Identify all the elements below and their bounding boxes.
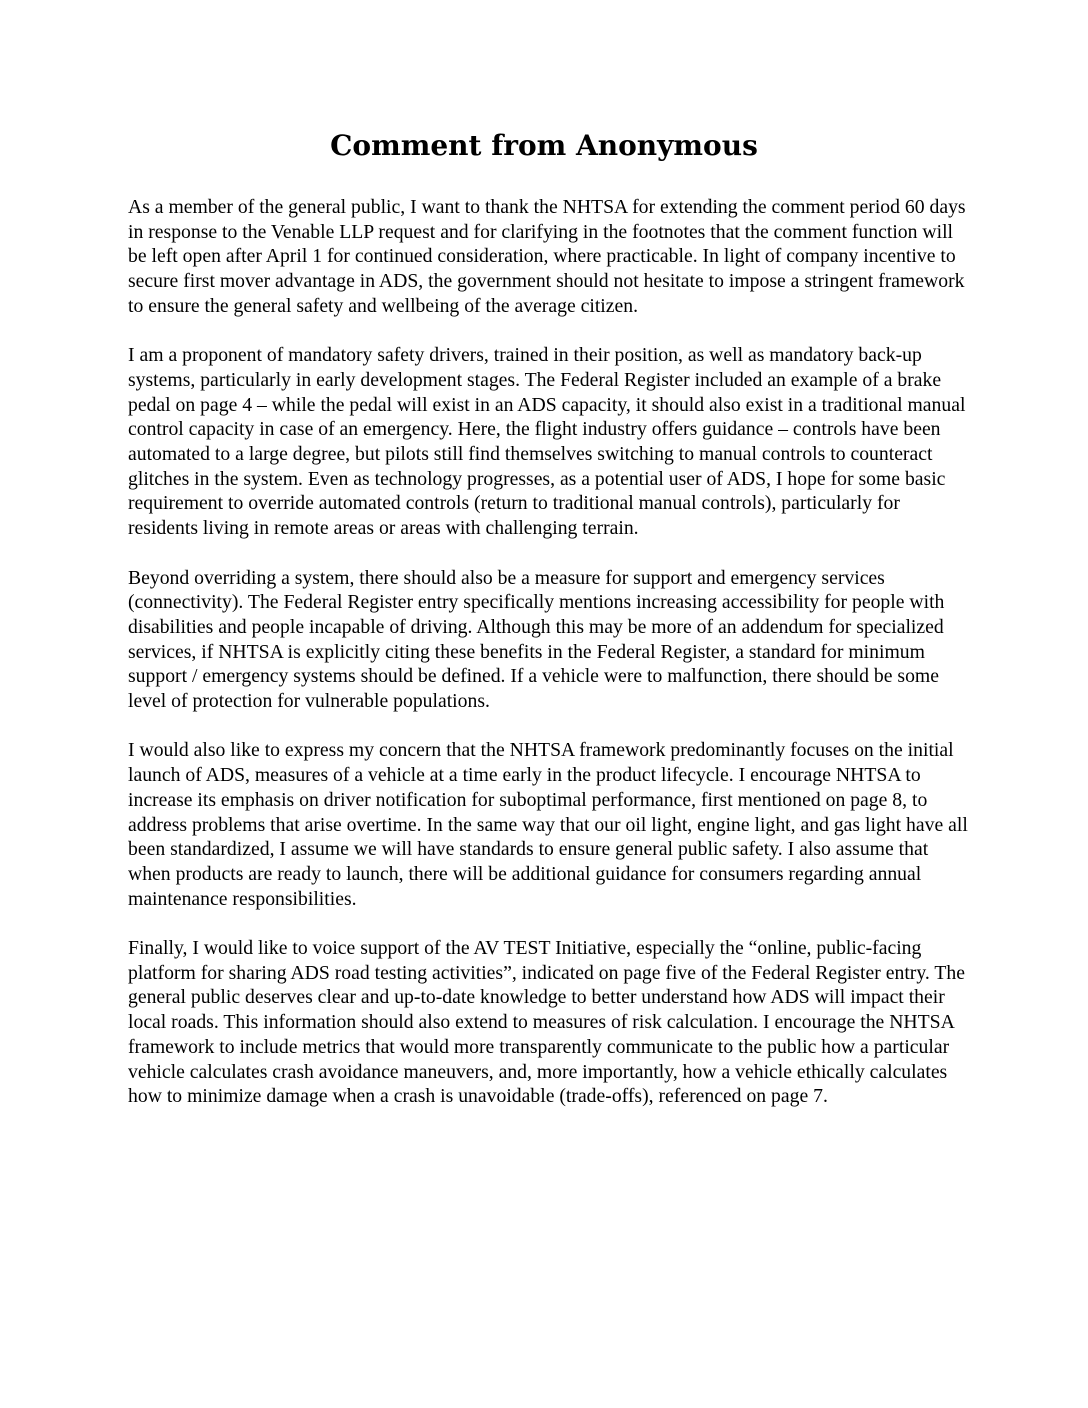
paragraph-5: Finally, I would like to voice support of the AV TEST Initiative, especially the “online, public-facing platform for sharing ADS road testing activities”, indicated on page five of the Federal Register entry. The general public deserves clear and up-to-date knowledge to better understand how ADS will impact their local roads. This information should also extend to measures of risk calculation. I encourage the NHTSA framework to include metrics that would more transparently communicate to the public how a particular vehicle calculates crash avoidance maneuvers, and, more importantly, how a vehicle ethically calculates how to minimize damage when a crash is unavoidable (trade-offs), referenced on page 7. <box>128 937 966 1108</box>
paragraph-3: Beyond overriding a system, there should also be a measure for support and emergency services (connectivity). The Federal Register entry specifically mentions increasing accessibility for people with disabilities and people incapable of driving. Although this may be more of an addendum for specialized services, if NHTSA is explicitly citing these benefits in the Federal Register, a standard for minimum support / emergency systems should be defined. If a vehicle were to malfunction, there should be some level of protection for vulnerable populations. <box>128 566 945 713</box>
paragraph-4: I would also like to express my concern that the NHTSA framework predominantly focuses on the initial launch of ADS, measures of a vehicle at a time early in the product lifecycle. I encourage NHTSA to increase its emphasis on driver notification for suboptimal performance, first mentioned on page 8, to address problems that arise overtime. In the same way that our oil light, engine light, and gas light have all been standardized, I assume we will have standards to ensure general public safety. I also assume that when products are ready to launch, there will be additional guidance for consumers regarding annual maintenance responsibilities. <box>128 739 968 910</box>
document-body <box>128 195 972 1134</box>
paragraph-2: I am a proponent of mandatory safety drivers, trained in their position, as well as mandatory back-up systems, particularly in early development stages. The Federal Register included an example of a brake pedal on page 4 – while the pedal will exist in an ADS capacity, it should also exist in a traditional manual control capacity in case of an emergency. Here, the flight industry offers guidance – controls have been automated to a large degree, but pilots still find themselves switching to manual controls to counteract glitches in the system. Even as technology progresses, as a potential user of ADS, I hope for some basic requirement to override automated controls (return to traditional manual controls), particularly for residents living in remote areas or areas with challenging terrain. <box>128 344 966 540</box>
paragraph-1: As a member of the general public, I want to thank the NHTSA for extending the comment period 60 days in response to the Venable LLP request and for clarifying in the footnotes that the comment function will be left open after April 1 for continued consideration, where practicable. In light of company incentive to secure first mover advantage in ADS, the government should not hesitate to impose a stringent framework to ensure the general safety and wellbeing of the average citizen. <box>128 196 966 317</box>
document-title: Comment from Anonymous <box>330 129 758 162</box>
